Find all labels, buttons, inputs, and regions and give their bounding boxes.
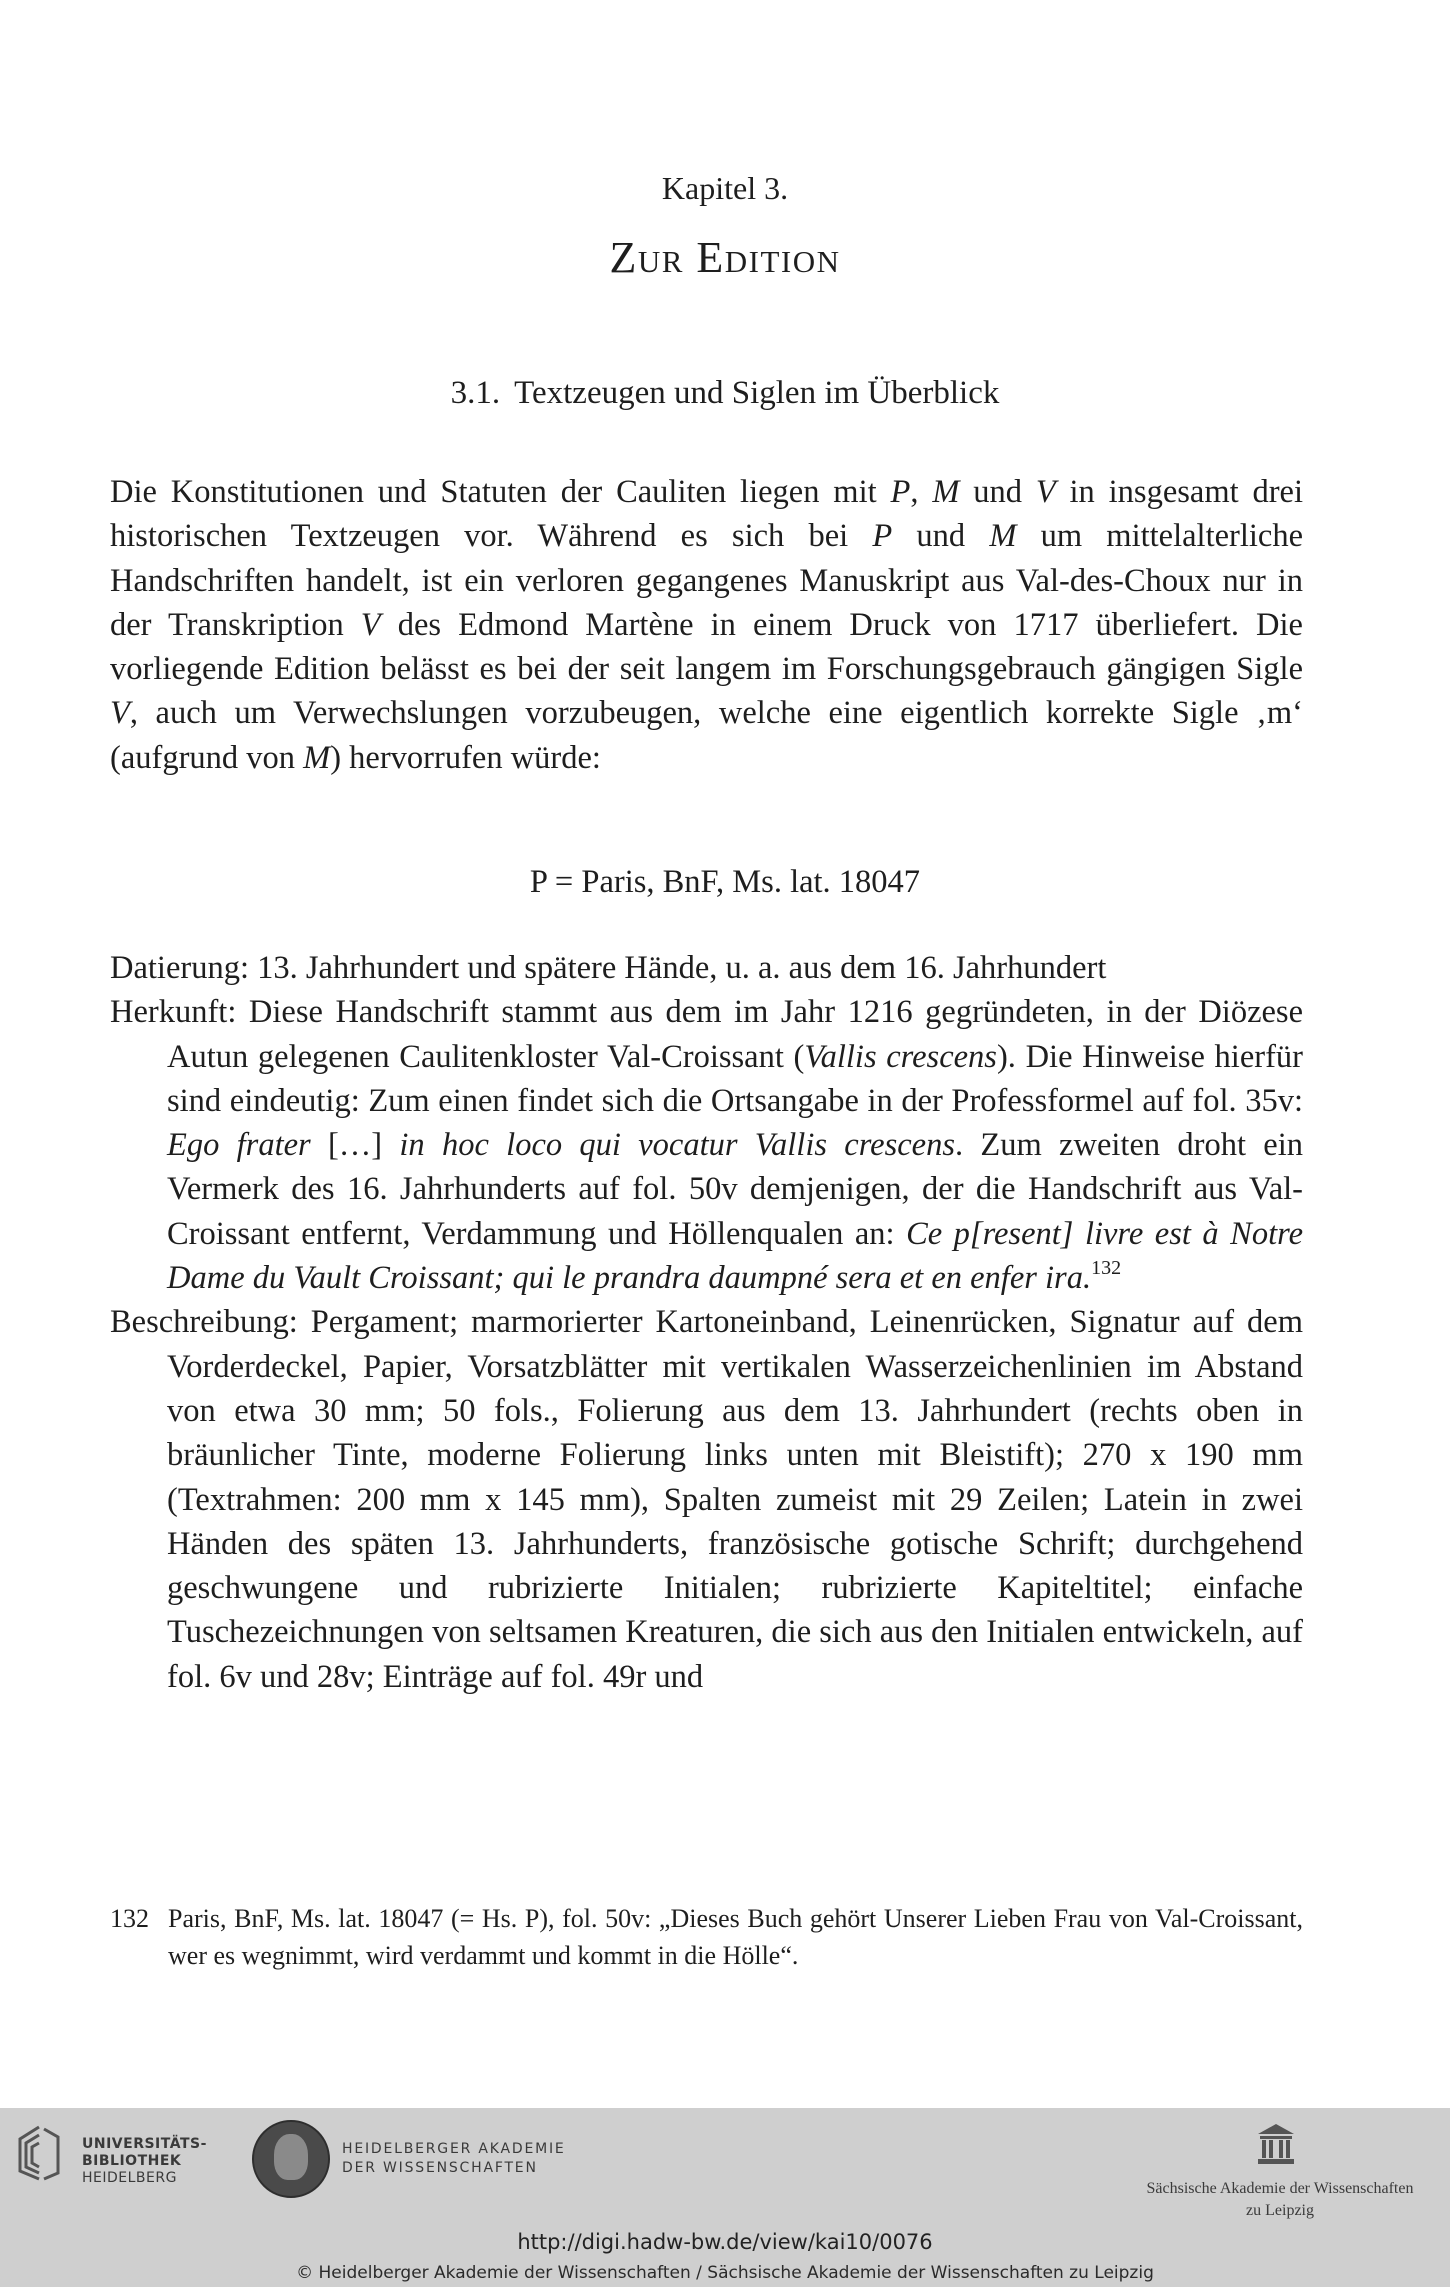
latin-quote: Vallis crescens <box>804 1038 997 1075</box>
intro-text: ) hervorrufen würde: <box>330 739 601 776</box>
ub-name[interactable] <box>82 2136 207 2187</box>
saw-name[interactable] <box>1120 2178 1440 2222</box>
entry-herkunft <box>110 990 1303 1300</box>
siglum: M <box>989 518 1017 555</box>
copyright-notice: © Heidelberger Akademie der Wissenschaften / Sächsische Akademie der Wissenschaften zu Leipzig <box>296 2263 1154 2283</box>
saw-line: zu Leipzig <box>1246 2202 1314 2219</box>
footnote-text: Paris, BnF, Ms. lat. 18047 (= Hs. P), fol. 50v: „Dieses Buch gehört Unserer Lieben Frau von Val-Croissant, wer es wegnimmt, wird verdammt und kommt in die Hölle“. <box>168 1904 1303 1970</box>
chapter-title: Zur Edition <box>609 233 841 282</box>
footnote-number: 132 <box>110 1904 149 1933</box>
hadw-name[interactable] <box>342 2140 566 2178</box>
french-quote: Ce p[resent] livre est à Notre Dame du Vault Croissant; qui le prandra daumpné sera et en enfer ira. <box>167 1215 1303 1297</box>
entry-text: […] <box>310 1127 400 1164</box>
section-heading <box>0 375 1450 412</box>
ub-line: BIBLIOTHEK <box>82 2153 182 2169</box>
witness-heading: P = Paris, BnF, Ms. lat. 18047 <box>529 864 921 900</box>
hadw-line: DER WISSENSCHAFTEN <box>342 2160 538 2176</box>
siglum: P <box>872 518 893 555</box>
entry-beschreibung: Beschreibung: Pergament; marmorierter Kartoneinband, Leinenrücken, Signatur auf dem Vorderdeckel, Papier, Vorsatzblätter mit vertikalen Wasserzeichenlinien im Abstand von etwa 30 mm; 50 fols., Folierung aus dem 13. Jahrhundert (rechts oben in bräunlicher Tinte, moderne Folierung links unten mit Bleistift); 270 x 190 mm (Textrahmen: 200 mm x 145 mm), Spalten zumeist mit 29 Zeilen; Latein in zwei Händen des späten 13. Jahrhunderts, französische gotische Schrift; durchgehend geschwungene und rubrizierte Initialen; rubrizierte Kapiteltitel; einfache Tuschezeichnungen von seltsamen Kreaturen, die sich aus den Initialen entwickeln, auf fol. 6v und 28v; Einträge auf fol. 49r und <box>110 1304 1303 1695</box>
building-logo-icon[interactable] <box>1258 2124 1294 2164</box>
siglum: M <box>932 474 960 510</box>
entry-text: Herkunft: Diese Handschrift stammt aus dem im Jahr 1216 gegründeten, in der Diözese Autun gelegenen Caulitenkloster Val-Croissant ( <box>110 994 1303 1075</box>
latin-quote: Ego frater <box>167 1127 311 1164</box>
intro-text: um mittelalterliche Handschriften handelt, ist ein verloren gegangenes Manuskript aus Val-des-Choux nur in der Transkription <box>110 518 1304 643</box>
saw-line: Sächsische Akademie der Wissenschaften <box>1146 2180 1414 2197</box>
siglum: P <box>890 474 911 510</box>
hadw-line: HEIDELBERGER AKADEMIE <box>342 2141 566 2157</box>
intro-text: in insgesamt drei historischen Textzeugen vor. Während es sich bei <box>110 474 1304 555</box>
ub-line: UNIVERSITÄTS- <box>82 2136 207 2152</box>
intro-text: und <box>959 474 1036 510</box>
latin-quote: in hoc loco qui vocatur Vallis crescens <box>399 1127 955 1164</box>
siglum: V <box>360 606 381 643</box>
digitization-footer <box>0 2108 1450 2287</box>
source-url-link[interactable]: http://digi.hadw-bw.de/view/kai10/0076 <box>517 2230 933 2254</box>
footnote-ref[interactable]: 132 <box>1091 1257 1122 1280</box>
entry-text: . Zum zweiten droht ein Vermerk des 16. Jahrhunderts auf fol. 50v demjenigen, der die Handschrift aus Val-Croissant entfernt, Verdammung und Höllenqualen an: <box>167 1127 1303 1252</box>
intro-text: Die Konstitutionen und Statuten der Cauliten liegen mit <box>110 474 891 510</box>
chapter-label: Kapitel 3. <box>661 170 789 206</box>
academy-seal-icon[interactable] <box>252 2120 330 2198</box>
witness-description <box>110 946 1303 1699</box>
intro-paragraph <box>110 470 1303 780</box>
siglum: M <box>303 739 331 776</box>
seal-portrait <box>274 2134 308 2180</box>
ub-line: HEIDELBERG <box>82 2170 177 2186</box>
intro-text: , <box>910 474 933 510</box>
entry-text: ). Die Hinweise hierfür sind eindeutig: Zum einen findet sich die Ortsangabe in der Professformel auf fol. 35v: <box>167 1038 1303 1119</box>
intro-text: und <box>892 518 990 555</box>
library-logo-icon[interactable] <box>14 2123 64 2181</box>
footnote <box>110 1900 1303 1974</box>
intro-text: des Edmond Martène in einem Druck von 1717 überliefert. Die vorliegende Edition belässt es bei der seit langem im Forschungsgebrauch gängigen Sigle <box>110 606 1303 688</box>
entry-datierung: Datierung: 13. Jahrhundert und spätere Hände, u. a. aus dem 16. Jahrhundert <box>110 950 1107 986</box>
section-number: 3.1. <box>450 375 501 411</box>
intro-text: , auch um Verwechslungen vorzubeugen, welche eine eigentlich korrekte Sigle ‚m‘ (aufgrund von <box>110 695 1303 776</box>
siglum: V <box>1035 474 1056 510</box>
section-title: Textzeugen und Siglen im Überblick <box>514 375 1000 411</box>
siglum: V <box>110 695 130 732</box>
